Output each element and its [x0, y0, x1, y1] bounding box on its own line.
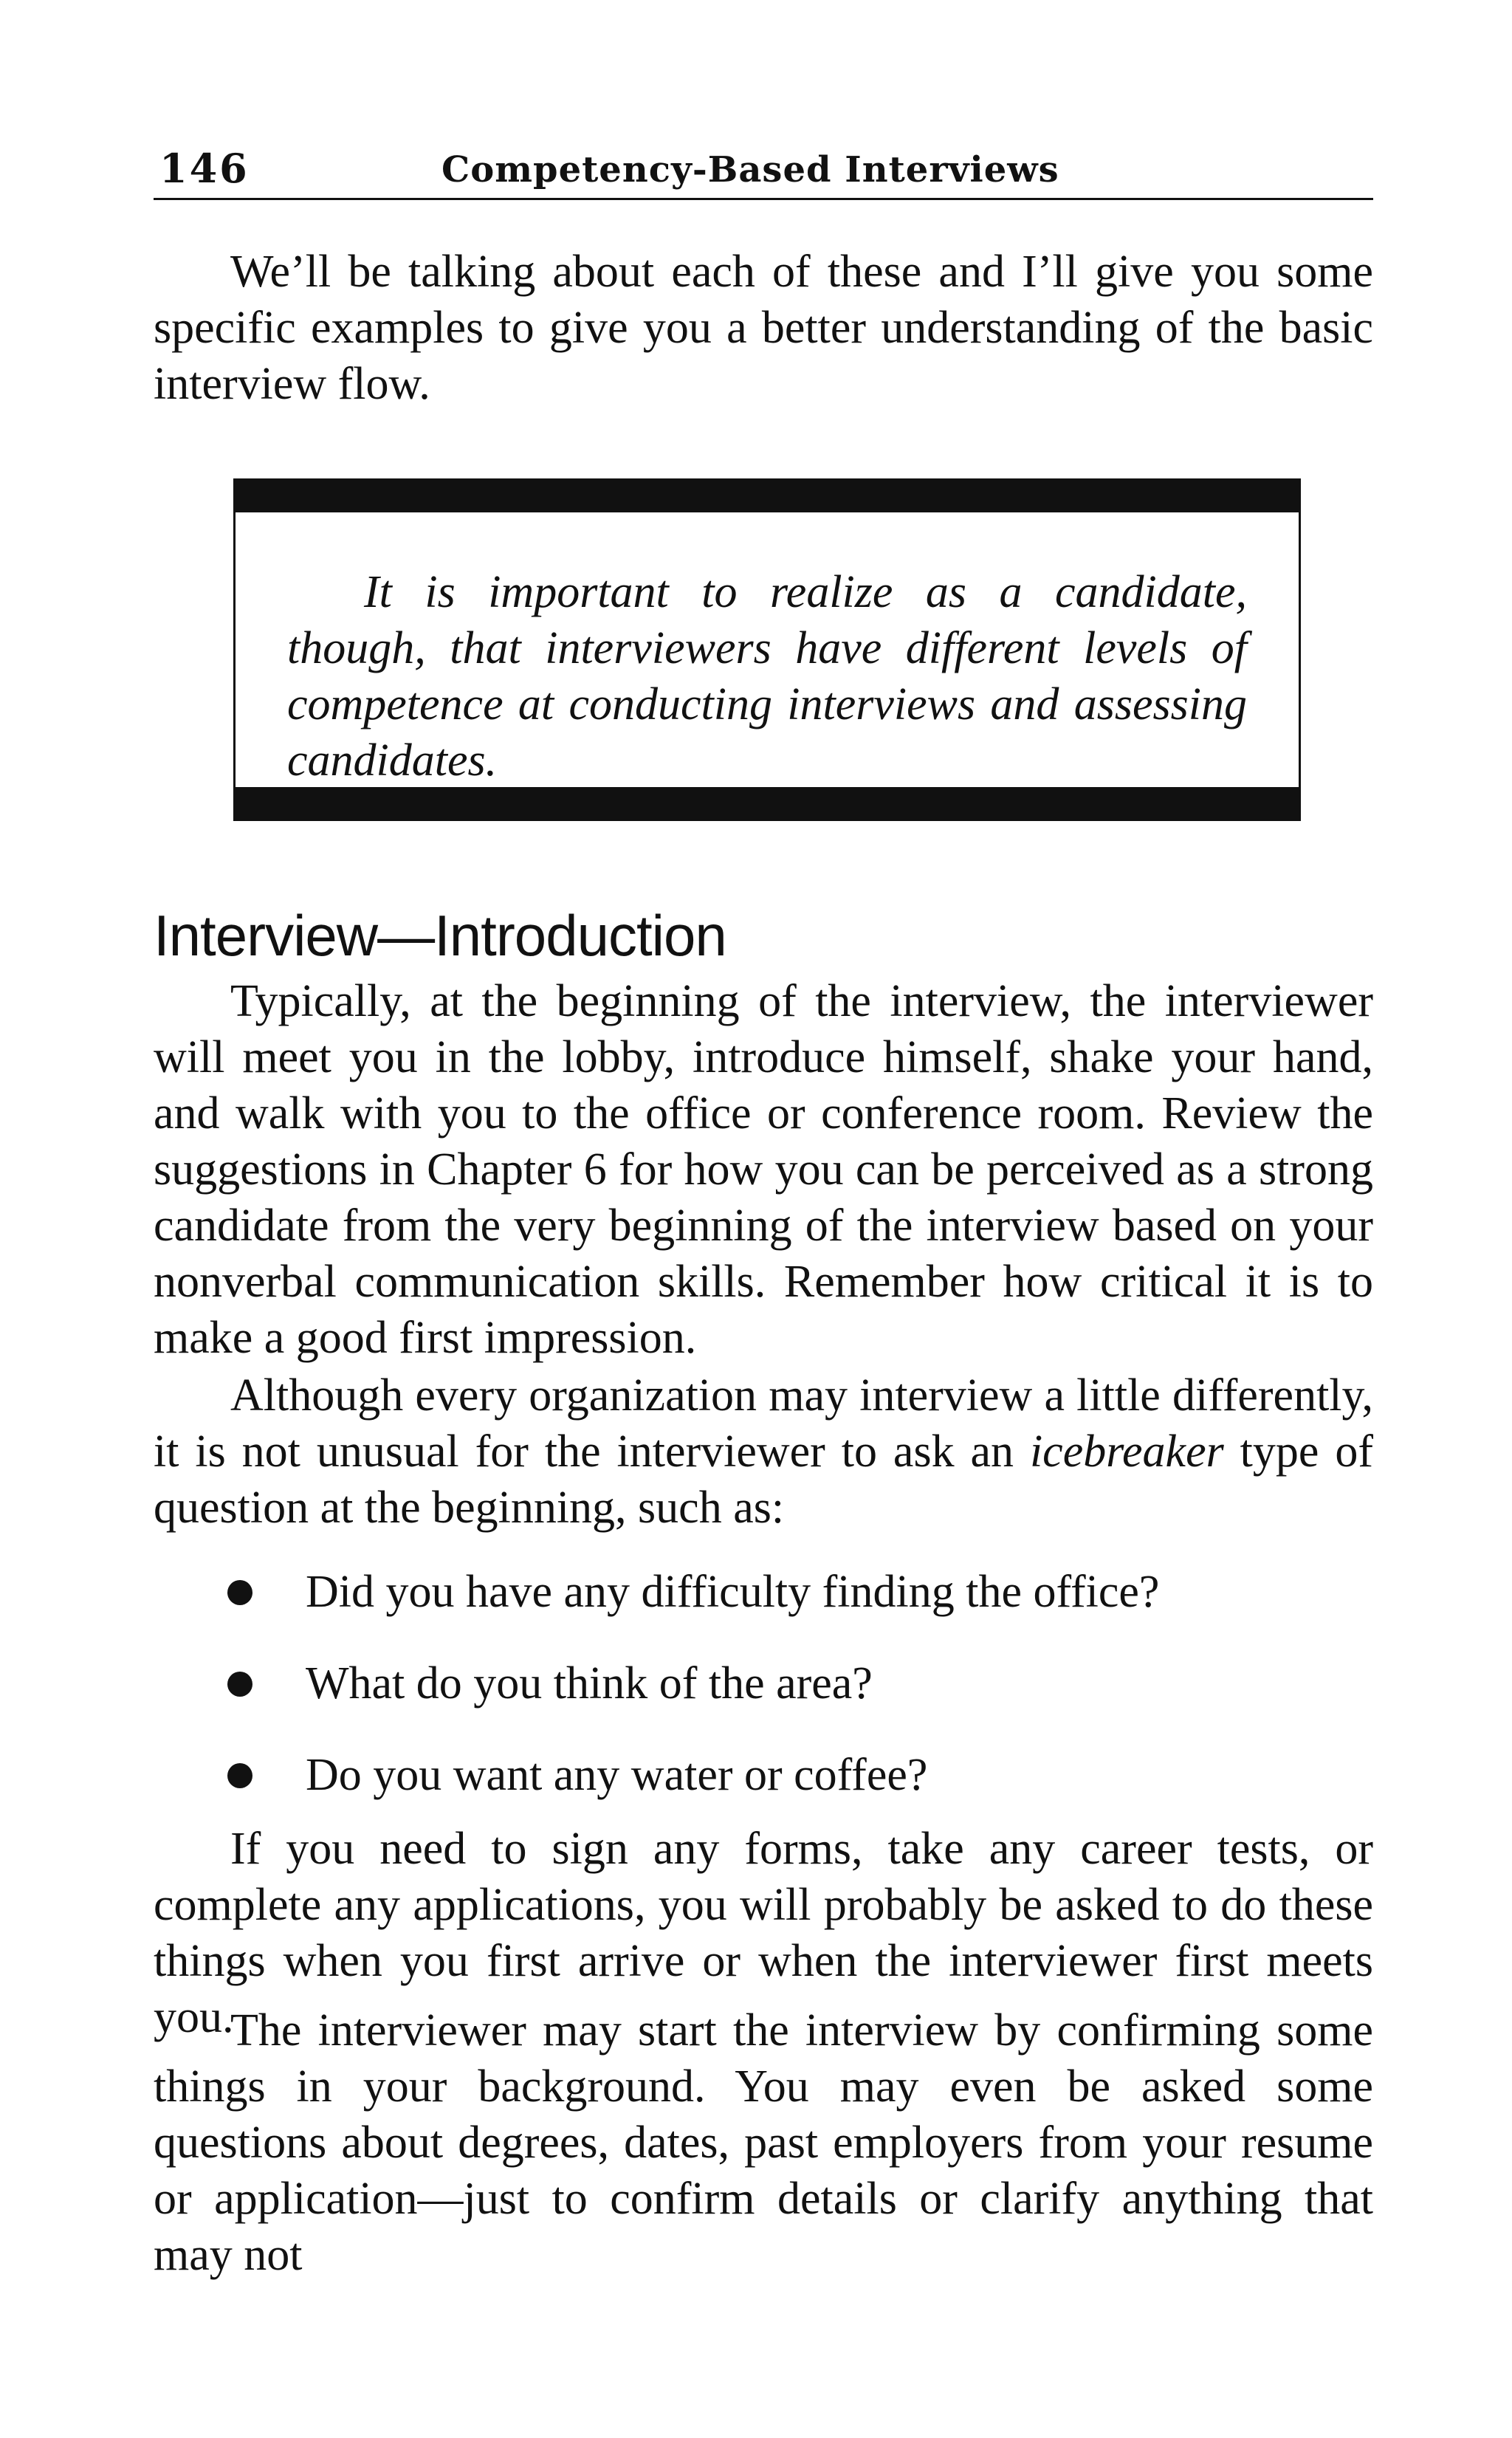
- callout-box: [233, 478, 1301, 821]
- icebreaker-emphasis: icebreaker: [1029, 1426, 1224, 1477]
- icebreaker-question-list: [154, 1564, 1373, 1838]
- body-paragraph-1: Typically, at the beginning of the interview, the interviewer will meet you in the lobby, introduce himself, shake your hand, and walk with you to the office or conference room. Review the suggestions in Chapter 6 for how you can be perceived as a strong candidate from the very beginning of the interview based on your nonverbal communication skills. Remember how critical it is to make a good first impression.: [154, 976, 1373, 1363]
- bullet-icon: [227, 1763, 252, 1788]
- intro-paragraph: We’ll be talking about each of these and I’ll give you some specific examples to give you a better understanding of the basic interview flow.: [154, 247, 1373, 409]
- page-header: [154, 145, 1373, 200]
- list-item-text: Did you have any difficulty finding the office?: [306, 1567, 1160, 1617]
- list-item: [154, 1564, 1373, 1655]
- callout-text: It is important to realize as a candidate, though, that interviewers have different levels of competence at conducting interviews and assessing candidates.: [287, 567, 1247, 786]
- list-item-text: What do you think of the area?: [306, 1658, 873, 1709]
- list-item: [154, 1655, 1373, 1747]
- body-paragraph-3: If you need to sign any forms, take any career tests, or complete any applications, you will probably be asked to do these things when you first arrive or when the interviewer first meets you.: [154, 1824, 1373, 2042]
- paragraph-2-text-after: type of question at the beginning, such as:: [154, 1426, 1373, 1533]
- page-number: 146: [159, 145, 250, 192]
- bullet-icon: [227, 1580, 252, 1605]
- list-item-text: Do you want any water or coffee?: [306, 1750, 928, 1800]
- paragraph-2-text-before: Although every organization may interview a little differently, it is not unusual for the interviewer to ask an: [154, 1370, 1373, 1477]
- running-title: Competency-Based Interviews: [441, 149, 1059, 190]
- body-paragraph-4: The interviewer may start the interview by confirming some things in your background. You may even be asked some questions about degrees, dates, past employers from your resume or application—just to confirm details or clarify anything that may not: [154, 2005, 1373, 2280]
- body-paragraph-2: [154, 1367, 1373, 1536]
- section-heading: Interview—Introduction: [154, 903, 726, 968]
- bullet-icon: [227, 1672, 252, 1697]
